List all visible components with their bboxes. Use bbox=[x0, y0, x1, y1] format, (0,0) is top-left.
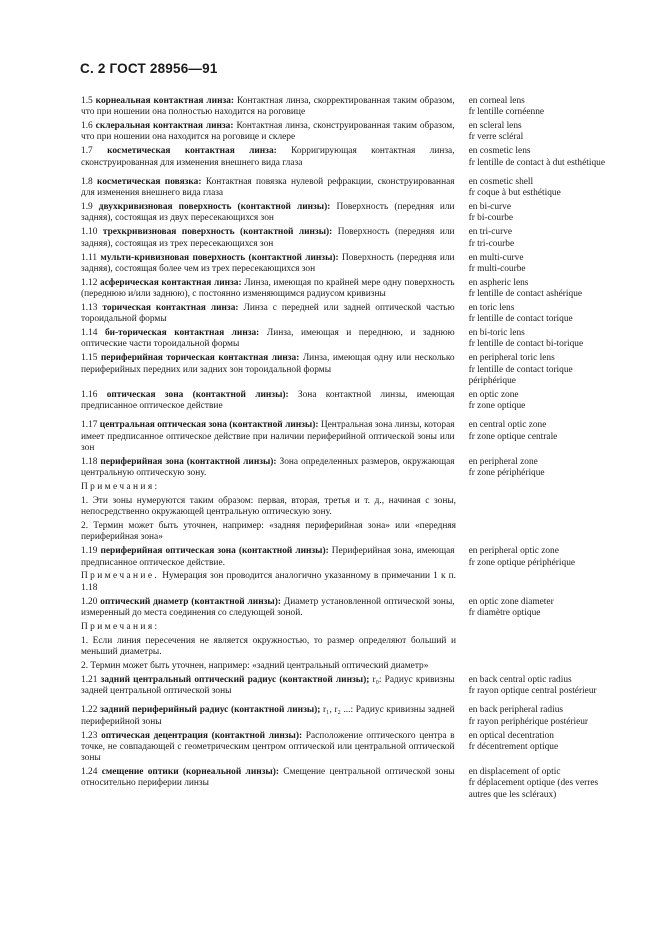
term-number: 1.12 bbox=[81, 277, 98, 288]
term-translations bbox=[469, 177, 618, 200]
term-entry bbox=[81, 146, 618, 169]
term-definition: Корригирующая контактная линза, сконструированная для изменения внешнего вида глаза bbox=[81, 146, 455, 168]
term-number: 1.13 bbox=[81, 302, 98, 313]
term-number: 1.15 bbox=[81, 353, 98, 364]
term-en: en aspheric lens bbox=[468, 277, 529, 288]
term-definition: Контактная линза, сконструированная таким образом, что при ношении она находится на роговице и склере bbox=[81, 121, 455, 143]
term-en: en tri-curve bbox=[468, 227, 513, 238]
term-fr: fr lentille de contact bi-torique bbox=[468, 339, 584, 350]
term-number: 1.7 bbox=[81, 146, 93, 157]
term-definition: Центральная зона линзы, которая имеет предписанное оптическое действие при наличии периферийной оптической зоны или зон bbox=[81, 420, 455, 453]
term-name: асферическая контактная линза: bbox=[100, 277, 242, 288]
note-item: 2. Термин может быть уточнен, например: «задняя периферийная зона» или «передняя периферийная зона» bbox=[81, 521, 456, 543]
term-en: en peripheral toric lens bbox=[468, 353, 555, 364]
term-translations bbox=[469, 731, 618, 765]
term-en: en multi-curve bbox=[468, 252, 524, 263]
term-number: 1.10 bbox=[81, 227, 98, 238]
term-name: периферийная зона (контактной линзы): bbox=[100, 456, 277, 467]
term-definition-ru bbox=[81, 177, 455, 200]
term-definition: Контактная линза, скорректированная таким образом, что при ношении она полностью находится на роговице bbox=[81, 96, 455, 118]
term-number: 1.19 bbox=[81, 546, 98, 557]
notes-block-3 bbox=[81, 622, 618, 672]
term-fr: fr verre scléral bbox=[468, 132, 524, 143]
term-entry bbox=[81, 253, 618, 276]
term-translations bbox=[469, 96, 618, 119]
term-en: en scleral lens bbox=[468, 121, 522, 132]
term-fr: fr zone optique centrale bbox=[468, 431, 558, 442]
note-item: 1. Если линия пересечения не является окружностью, то размер определяют больший и меньший диаметры. bbox=[81, 635, 456, 658]
term-definition: Поверхность (передняя или задняя), состоящая из двух пересекающихся зон bbox=[81, 202, 455, 224]
entries-block-1 bbox=[81, 96, 618, 479]
term-name: задний периферийный радиус (контактной линзы); bbox=[100, 705, 321, 716]
terms-content bbox=[81, 96, 618, 804]
term-fr: fr tri-courbe bbox=[468, 238, 515, 249]
term-definition-ru bbox=[81, 353, 455, 387]
term-translations bbox=[469, 253, 618, 276]
term-name: периферийная торическая контактная линза: bbox=[100, 353, 300, 364]
term-name: корнеальная контактная линза: bbox=[95, 96, 235, 106]
term-en: en corneal lens bbox=[468, 96, 525, 106]
notes-heading: Примечания: bbox=[81, 621, 160, 632]
term-translations bbox=[469, 546, 618, 569]
term-definition-ru bbox=[81, 675, 455, 698]
term-en: en peripheral zone bbox=[468, 456, 538, 467]
term-en: en toric lens bbox=[468, 302, 515, 313]
term-name: склеральная контактная линза: bbox=[95, 121, 234, 132]
term-en: en peripheral optic zone bbox=[468, 546, 559, 557]
term-name: косметическая контактная линза: bbox=[107, 146, 277, 157]
term-en: en optic zone diameter bbox=[468, 596, 554, 607]
term-definition-ru bbox=[81, 546, 455, 569]
term-en: en cosmetic shell bbox=[468, 176, 534, 187]
term-entry bbox=[81, 420, 618, 454]
term-number: 1.24 bbox=[81, 767, 98, 778]
term-translations bbox=[469, 353, 618, 387]
term-number: 1.16 bbox=[81, 389, 98, 400]
term-name: мульти-кривизновая поверхность (контактной линзы): bbox=[100, 252, 339, 263]
notes-heading: Примечания: bbox=[81, 482, 160, 493]
term-definition-ru bbox=[81, 278, 455, 301]
term-translations bbox=[469, 457, 618, 480]
term-name: косметическая повязка: bbox=[97, 176, 202, 187]
term-entry bbox=[81, 597, 618, 620]
term-fr: fr zone optique périphérique bbox=[468, 557, 576, 568]
term-entry bbox=[81, 767, 618, 801]
term-entry bbox=[81, 353, 618, 387]
term-en: en bi-curve bbox=[468, 202, 512, 213]
term-fr: fr diamètre optique bbox=[468, 607, 541, 618]
term-translations bbox=[469, 675, 618, 698]
term-definition: Расположение оптического центра в точке, не совпадающей с геометрическим центром оптической или центральной оптической зоны bbox=[81, 730, 455, 764]
term-translations bbox=[469, 420, 618, 454]
term-translations bbox=[469, 767, 618, 801]
term-definition-ru bbox=[81, 227, 455, 250]
term-definition: Линза с передней или задней оптической частью тороидальной формы bbox=[81, 302, 455, 325]
term-name: смещение оптики (корнеальной линзы): bbox=[101, 767, 279, 778]
term-entry bbox=[81, 328, 618, 351]
entries-block-2 bbox=[81, 675, 618, 801]
term-entry bbox=[81, 96, 618, 119]
term-definition: Периферийная зона, имеющая предписанное оптическое действие. bbox=[81, 546, 455, 568]
term-translations bbox=[469, 278, 618, 301]
term-entry bbox=[81, 278, 618, 301]
term-definition: Линза, имеющая одну или несколько периферийных передних или задних зон тороидальной формы bbox=[81, 353, 455, 375]
term-fr: fr lentille de contact à dut esthétique bbox=[468, 157, 605, 168]
term-number: 1.20 bbox=[81, 596, 98, 607]
term-definition: Контактная повязка нулевой рефракции, сконструированная для изменения внешнего вида глаза bbox=[81, 176, 455, 199]
term-fr: fr coque à but esthétique bbox=[468, 188, 561, 199]
term-definition-ru bbox=[81, 597, 455, 620]
term-translations bbox=[469, 328, 618, 351]
term-name: центральная оптическая зона (контактной линзы): bbox=[99, 420, 319, 431]
term-en: en central optic zone bbox=[468, 420, 547, 431]
term-fr: fr lentille de contact torique bbox=[468, 314, 573, 325]
term-entry bbox=[81, 303, 618, 326]
term-name: трехкривизновая поверхность (контактной линзы): bbox=[102, 227, 333, 238]
term-en: en displacement of optic bbox=[468, 767, 561, 778]
term-fr: fr zone périphérique bbox=[468, 468, 545, 479]
term-fr: fr lentille cornéenne bbox=[468, 107, 545, 118]
term-number: 1.6 bbox=[81, 121, 93, 132]
term-number: 1.18 bbox=[81, 456, 98, 467]
term-definition: Смещение центральной оптической зоны относительно периферии линзы bbox=[81, 767, 455, 789]
term-definition: Поверхность (передняя или задняя), состоящая из трех пересекающихся зон bbox=[81, 227, 455, 249]
term-name: оптическая децентрация (контактной линзы): bbox=[101, 730, 303, 741]
term-number: 1.5 bbox=[81, 96, 93, 106]
term-definition-ru bbox=[81, 202, 455, 225]
term-definition-ru bbox=[81, 253, 455, 276]
term-definition-ru bbox=[81, 121, 455, 144]
term-definition-ru bbox=[81, 767, 455, 801]
term-fr: fr bi-courbe bbox=[468, 213, 514, 224]
term-entry bbox=[81, 546, 618, 569]
term-translations bbox=[469, 146, 618, 169]
term-definition-ru bbox=[81, 731, 455, 765]
term-definition-ru bbox=[81, 457, 455, 480]
term-definition: Поверхность (передняя или задняя), состоящая более чем из трех пересекающихся зон bbox=[81, 252, 455, 274]
term-entry bbox=[81, 390, 618, 413]
term-name: торическая контактная линза: bbox=[102, 302, 239, 313]
term-en: en back central optic radius bbox=[468, 674, 572, 685]
term-fr: fr multi-courbe bbox=[468, 263, 526, 274]
term-number: 1.14 bbox=[81, 328, 98, 339]
term-name: оптический диаметр (контактной линзы): bbox=[100, 596, 281, 607]
term-translations bbox=[469, 303, 618, 326]
term-en: en cosmetic lens bbox=[468, 146, 531, 157]
term-fr: fr lentille de contact ashérique bbox=[468, 289, 583, 300]
term-en: en optical decentration bbox=[468, 730, 554, 741]
term-en: en bi-toric lens bbox=[468, 328, 525, 339]
term-fr: fr rayon optique central postérieur bbox=[468, 686, 597, 697]
term-entry bbox=[81, 227, 618, 250]
term-fr: fr lentille de contact torique périphérique bbox=[468, 364, 573, 386]
term-definition-ru bbox=[81, 303, 455, 326]
term-number: 1.11 bbox=[81, 252, 98, 263]
note-item: 2. Термин может быть уточнен, например: «задний центральный оптический диаметр» bbox=[81, 660, 429, 671]
term-entry bbox=[81, 457, 618, 480]
notes-block-1 bbox=[81, 482, 618, 544]
term-entry bbox=[81, 675, 618, 698]
term-entry bbox=[81, 705, 618, 728]
term-entry bbox=[81, 121, 618, 144]
term-entry bbox=[81, 177, 618, 200]
term-name: периферийная оптическая зона (контактной линзы): bbox=[100, 546, 329, 557]
term-fr: fr zone optique bbox=[468, 401, 526, 412]
term-definition-ru bbox=[81, 146, 455, 169]
term-translations bbox=[469, 597, 618, 620]
term-entry bbox=[81, 202, 618, 225]
term-definition: r₀: Радиус кривизны задней центральной оптической зоны bbox=[81, 674, 455, 697]
term-name: оптическая зона (контактной линзы): bbox=[106, 389, 289, 400]
term-fr: fr décentrement optique bbox=[468, 741, 559, 752]
term-name: двухкривизновая поверхность (контактной линзы): bbox=[98, 202, 331, 213]
term-definition-ru bbox=[81, 420, 455, 454]
term-number: 1.8 bbox=[81, 176, 93, 187]
note-heading: Примечание. bbox=[81, 571, 160, 582]
term-name: задний центральный оптический радиус (контактной линзы); bbox=[100, 674, 370, 685]
term-definition-ru bbox=[81, 705, 455, 728]
term-definition-ru bbox=[81, 96, 455, 119]
term-definition: r₁, r₂ ...: Радиус кривизны задней периферийной зоны bbox=[81, 705, 455, 727]
note-item: 1. Эти зоны нумеруются таким образом: первая, вторая, третья и т. д., начиная с зоны, непосредственно окружающей центральную оптическую зону. bbox=[81, 495, 456, 518]
term-definition: Линза, имеющая по крайней мере одну поверхность (переднюю и/или заднюю), с постоянно изменяющимся радиусом кривизны bbox=[81, 277, 455, 300]
term-definition: Зона контактной линзы, имеющая предписанное оптическое действие bbox=[81, 389, 455, 412]
term-translations bbox=[469, 227, 618, 250]
term-name: би-торическая контактная линза: bbox=[104, 328, 260, 339]
term-definition: Диаметр установленной оптической зоны, измеренный до места соединения со следующей зоной. bbox=[81, 596, 455, 618]
note-text: Нумерация зон проводится аналогично указанному в примечании 1 к п. 1.18 bbox=[81, 571, 456, 593]
page-header: С. 2 ГОСТ 28956—91 bbox=[80, 61, 218, 76]
term-definition: Зона определенных размеров, окружающая центральную оптическую зону. bbox=[81, 456, 455, 479]
term-en: en back peripheral radius bbox=[468, 705, 564, 716]
term-en: en optic zone bbox=[468, 389, 519, 400]
term-definition-ru bbox=[81, 328, 455, 351]
term-number: 1.23 bbox=[81, 730, 98, 741]
term-fr: fr rayon periphérique postérieur bbox=[468, 716, 589, 727]
term-translations bbox=[469, 202, 618, 225]
term-number: 1.9 bbox=[81, 202, 93, 213]
term-translations bbox=[469, 705, 618, 728]
term-translations bbox=[469, 390, 618, 413]
term-definition: Линза, имеющая и переднюю, и заднюю оптические части тороидальной формы bbox=[81, 328, 455, 350]
term-number: 1.22 bbox=[81, 705, 98, 716]
term-translations bbox=[469, 121, 618, 144]
term-number: 1.17 bbox=[81, 420, 98, 431]
term-definition-ru bbox=[81, 390, 455, 413]
term-number: 1.21 bbox=[81, 674, 98, 685]
term-entry bbox=[81, 731, 618, 765]
note-single bbox=[81, 571, 456, 594]
term-fr: fr déplacement optique (des verres autres que les scléraux) bbox=[468, 778, 599, 800]
